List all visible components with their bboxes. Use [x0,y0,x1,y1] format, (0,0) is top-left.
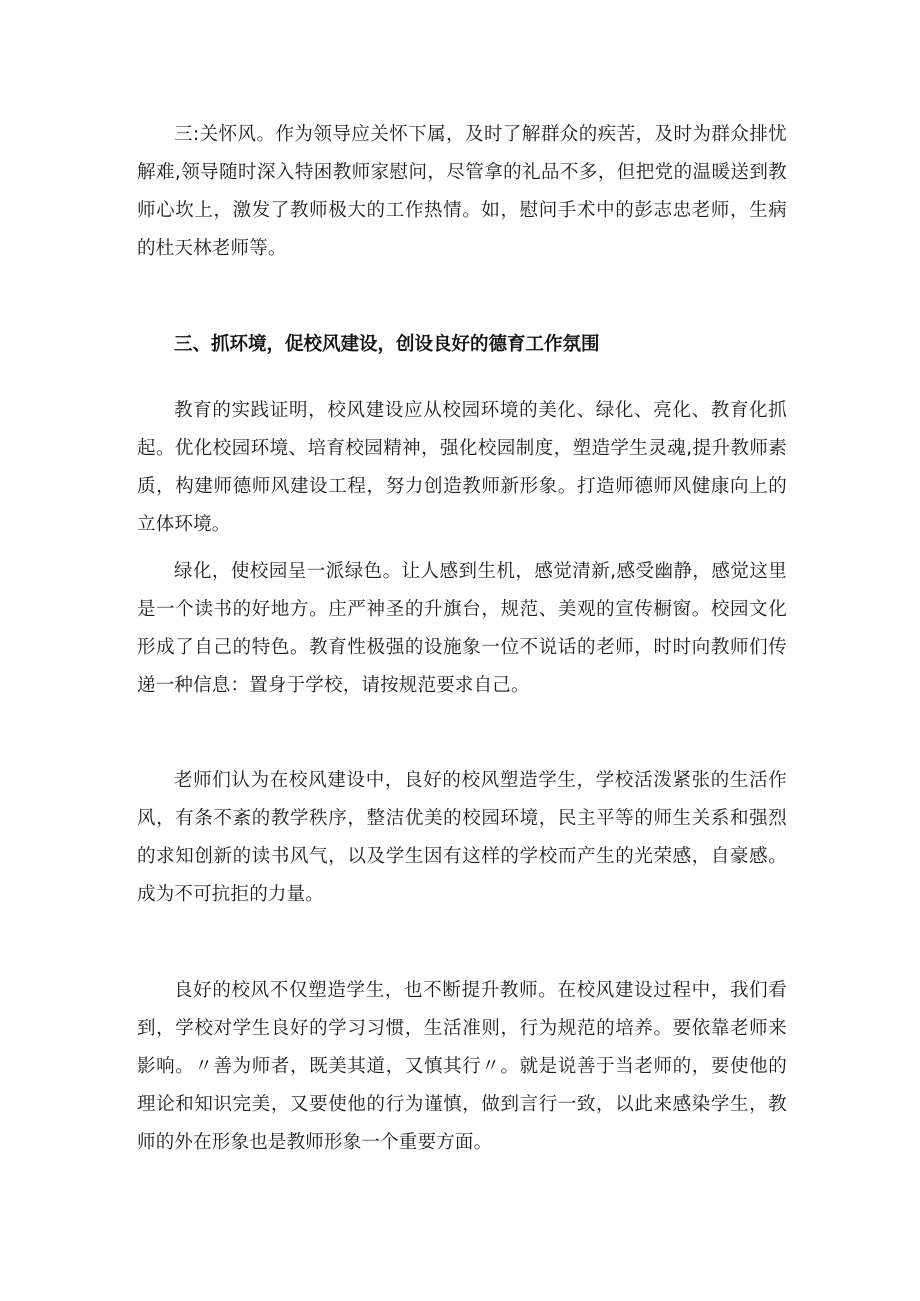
paragraph-greening: 绿化，使校园呈一派绿色。让人感到生机，感觉清新,感受幽静，感觉这里是一个读书的好地方。庄严神圣的升旗台，规范、美观的宣传橱窗。校园文化形成了自己的特色。教育性极强的设施象一位不说话的老师，时时向教师们传递一种信息：置身于学校，请按规范要求自己。 [137,561,787,696]
paragraph-practice-proves: 教育的实践证明，校风建设应从校园环境的美化、绿化、亮化、教育化抓起。优化校园环境、培育校园精神，强化校园制度，塑造学生灵魂,提升教师素质，构建师德师风建设工程，努力创造教师新形象。打造师德师风健康向上的立体环境。 [137,400,787,535]
paragraph-good-school-spirit: 良好的校风不仅塑造学生，也不断提升教师。在校风建设过程中，我们看到，学校对学生良好的学习习惯，生活准则，行为规范的培养。要依靠老师来影响。〃善为师者，既美其道，又慎其行〃。就是说善于当老师的，要使他的理论和知识完美，又要使他的行为谨慎，做到言行一致，以此来感染学生，教师的外在形象也是教师形象一个重要方面。 [137,980,787,1153]
section-heading-environment: 三、抓环境，促校风建设，创设良好的德育工作氛围 [174,334,600,355]
paragraph-care-style: 三:关怀风。作为领导应关怀下属，及时了解群众的疾苦，及时为群众排忧解难,领导随时深入特困教师家慰问，尽管拿的礼品不多，但把党的温暖送到教师心坎上，激发了教师极大的工作热情。如，慰问手术中的彭志忠老师，生病的杜天林老师等。 [137,124,787,259]
paragraph-teachers-view: 老师们认为在校风建设中，良好的校风塑造学生，学校活泼紧张的生活作风，有条不紊的教学秩序，整洁优美的校园环境，民主平等的师生关系和强烈的求知创新的读书风气，以及学生因有这样的学校而产生的光荣感，自豪感。成为不可抗拒的力量。 [137,770,787,905]
